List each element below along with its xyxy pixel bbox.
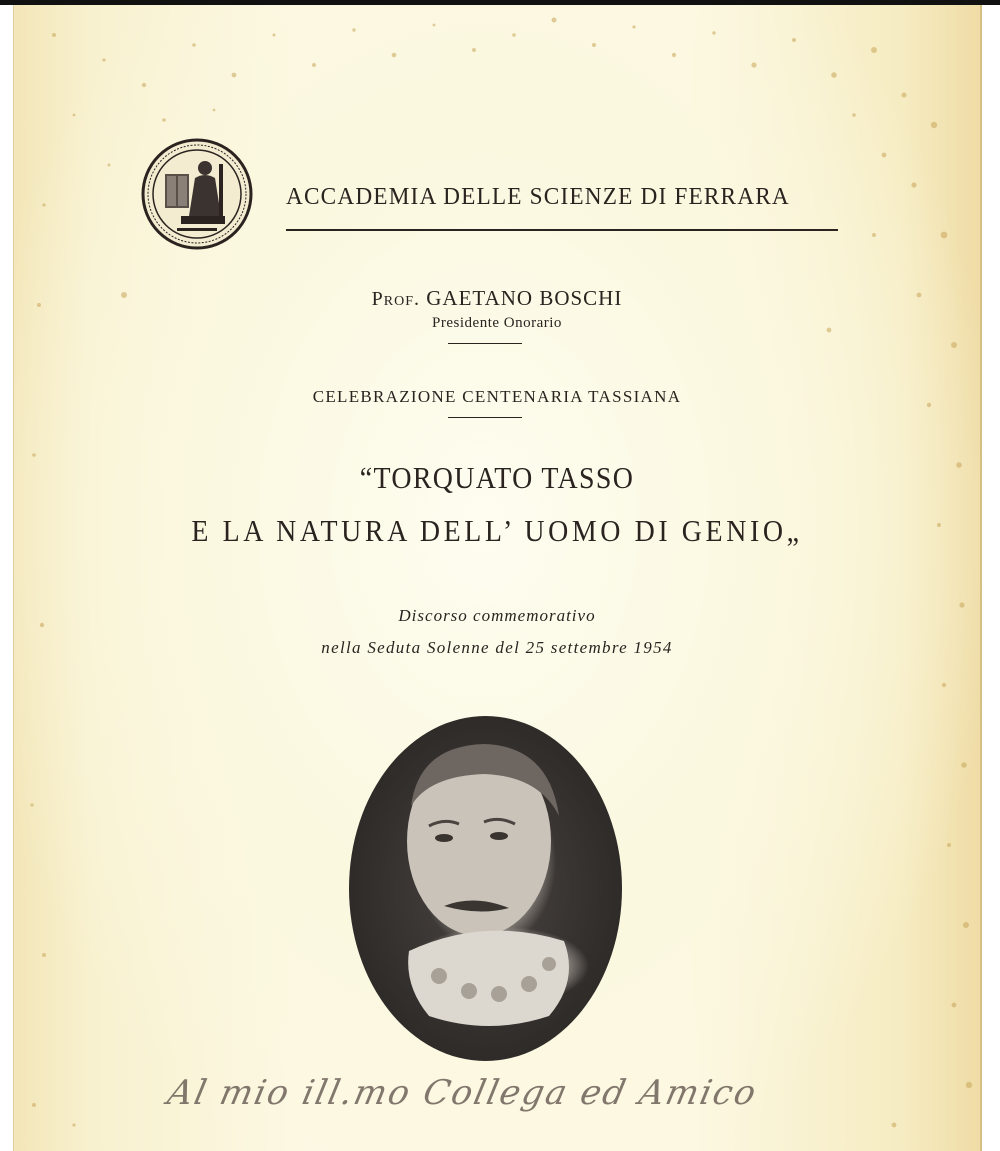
main-title-line-2: E LA NATURA DELL’ UOMO DI GENIO„ bbox=[191, 513, 803, 548]
subtitle-line-1: Discorso commemorativo bbox=[398, 606, 596, 625]
academy-seal-icon bbox=[141, 138, 253, 250]
handwritten-dedication: Al mio ill.mo Collega ed Amico bbox=[164, 1073, 762, 1113]
header-rule bbox=[286, 229, 838, 231]
author-line bbox=[14, 286, 980, 311]
portrait-image bbox=[349, 716, 622, 1061]
institution-name: ACCADEMIA DELLE SCIENZE DI FERRARA bbox=[286, 184, 790, 210]
author-prefix: Prof. bbox=[371, 288, 421, 310]
divider-rule bbox=[448, 417, 522, 418]
main-title-line-1: “TORQUATO TASSO bbox=[359, 460, 635, 495]
document-page bbox=[13, 5, 982, 1151]
portrait-figure bbox=[349, 716, 622, 1061]
subtitle-line-2: nella Seduta Solenne del 25 settembre 1954 bbox=[321, 638, 673, 657]
author-role: Presidente Onorario bbox=[432, 315, 562, 331]
event-title: CELEBRAZIONE CENTENARIA TASSIANA bbox=[312, 387, 682, 406]
divider-rule bbox=[448, 343, 522, 344]
author-name: GAETANO BOSCHI bbox=[426, 286, 623, 310]
